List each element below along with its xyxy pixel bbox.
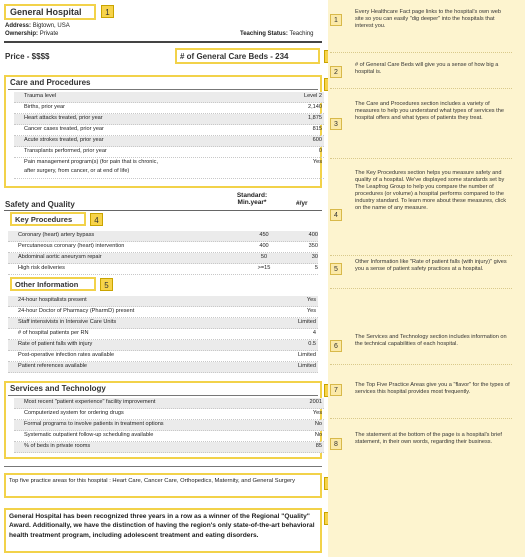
header-divider [4, 41, 322, 43]
care-row: Trauma level Level 2 [14, 92, 324, 103]
services-title-divider [8, 395, 318, 396]
key-procedures-title: Key Procedures [15, 215, 73, 224]
services-row: Most recent "patient experience" facility improvement 2001 [14, 398, 324, 409]
other-info-row: 24-hour Doctor of Pharmacy (PharmD) present Yes [8, 307, 318, 318]
note-separator [330, 255, 512, 256]
hospital-statement-box [4, 508, 322, 553]
note-badge-8: 8 [330, 438, 342, 450]
notes-panel [328, 0, 525, 557]
other-info-row: Staff intensivists in Intensive Care Units Limited [8, 318, 318, 329]
note-separator [330, 52, 512, 53]
care-row: Births, prior year 2,140 [14, 103, 324, 114]
care-row: Acute strokes treated, prior year 600 [14, 136, 324, 147]
general-care-beds-box [175, 48, 320, 64]
page-title: General Hospital [10, 7, 82, 17]
address-value: Bigtown, USA [32, 23, 70, 29]
note-5-text: Other Information like "Rate of patient falls (with injury)" gives you a sense of patient safety practices at a hospital. [355, 259, 507, 272]
hospital-statement-text: General Hospital has been recognized three years in a row as a winner of the Regional "Quality" Award. Additionally, we have the distinction of having the region's only state-of-the-art behavioral health treatment program, including adolescent treatment and eating disorders. [9, 513, 315, 539]
ownership-value: Private [39, 31, 59, 37]
other-info-row: # of hospital patients per RN 4 [8, 329, 318, 340]
services-row: % of beds in private rooms 85 [14, 442, 324, 453]
services-row: Computerized system for ordering drugs Yes [14, 409, 324, 420]
note-4-text: The Key Procedures section helps you measure safety and quality of a hospital. We've displayed some standards set by The Leapfrog Group to help you compare the number of procedures (or volume) a hospital performs compared to the industry standard. To learn more about these measures, click on the name of any measure. [355, 170, 507, 211]
note-1-text: Every Healthcare Fact page links to the hospital's own web site so you can easily "dig deeper" into the hospitals that interest you. [355, 9, 501, 29]
note-8-text: The statement at the bottom of the page is a hospital's brief statement, in their own words, regarding their business. [355, 432, 502, 445]
callout-badge-4: 4 [90, 213, 103, 226]
other-information-title: Other Information [15, 280, 79, 289]
key-procedure-row[interactable]: High risk deliveries >=15 5 [8, 264, 318, 275]
services-divider [4, 466, 322, 467]
ownership-line [5, 31, 58, 37]
care-row: Pain management program(s) (for pain that is chronic, after surgery, from cancer, or at end of life) Yes [14, 158, 324, 179]
other-info-row: Patient references available Limited [8, 362, 318, 373]
teaching-value: Teaching [289, 31, 314, 37]
services-row: Formal programs to involve patients in treatment options No [14, 420, 324, 431]
practice-areas-box [4, 473, 322, 498]
note-badge-4: 4 [330, 209, 342, 221]
note-separator [330, 418, 512, 419]
standard-column-header: Standard: Min.year* [236, 192, 268, 206]
note-separator [330, 364, 512, 365]
other-info-row: Rate of patient falls with injury 0.5 [8, 340, 318, 351]
ownership-label: Ownership: [5, 31, 39, 37]
care-row: Cancer cases treated, prior year 815 [14, 125, 324, 136]
note-badge-7: 7 [330, 384, 342, 396]
practice-areas-text: Top five practice areas for this hospital : Heart Care, Cancer Care, Orthopedics, Maternity, and General Surgery [9, 478, 295, 484]
note-separator [330, 158, 512, 159]
teaching-label: Teaching Status: [240, 31, 288, 37]
safety-quality-title: Safety and Quality [5, 200, 75, 209]
note-badge-5: 5 [330, 263, 342, 275]
other-information-box [10, 277, 96, 291]
other-info-row: Post-operative infection rates available Limited [8, 351, 318, 362]
key-procedure-row[interactable]: Abdominal aortic aneurysm repair 50 30 [8, 253, 318, 264]
key-procedure-row[interactable]: Percutaneous coronary (heart) intervention 400 350 [8, 242, 318, 253]
note-separator [330, 288, 512, 289]
care-procedures-title: Care and Procedures [10, 78, 91, 87]
other-info-row: 24-hour hospitalists present Yes [8, 296, 318, 307]
safety-divider [4, 210, 322, 211]
key-procedure-row[interactable]: Coronary (heart) artery bypass 450 400 [8, 231, 318, 242]
services-technology-section [4, 381, 322, 459]
general-care-beds: # of General Care Beds - 234 [180, 52, 289, 61]
note-badge-1: 1 [330, 14, 342, 26]
note-7-text: The Top Five Practice Areas give you a "flavor" for the types of services this hospital provides most frequently. [355, 382, 510, 395]
price-label: Price - $$$$ [5, 52, 50, 61]
services-technology-title: Services and Technology [10, 384, 106, 393]
note-separator [330, 88, 512, 89]
note-2-text: # of General Care Beds will give you a sense of how big a hospital is. [355, 62, 499, 75]
note-3-text: The Care and Procedures section includes a variety of measures to help you understand what types of services the hospital offers and what types of patients they treat. [355, 101, 504, 121]
note-badge-3: 3 [330, 118, 342, 130]
care-row: Transplants performed, prior year 0 [14, 147, 324, 158]
services-row: Systematic outpatient follow-up scheduling available No [14, 431, 324, 442]
callout-badge-1: 1 [101, 5, 114, 18]
hospital-title-box [4, 4, 96, 20]
note-badge-2: 2 [330, 66, 342, 78]
key-procedures-box [10, 212, 86, 226]
care-procedures-section [4, 75, 322, 188]
teaching-line [240, 31, 314, 37]
callout-badge-5: 5 [100, 278, 113, 291]
care-title-divider [8, 89, 318, 90]
address-line [5, 23, 70, 29]
care-row: Heart attacks treated, prior year 1,875 [14, 114, 324, 125]
per-year-column-header: #/yr [296, 200, 308, 207]
note-badge-6: 6 [330, 340, 342, 352]
address-label: Address: [5, 23, 32, 29]
note-6-text: The Services and Technology section includes information on the technical capabilities of each hospital. [355, 334, 507, 347]
